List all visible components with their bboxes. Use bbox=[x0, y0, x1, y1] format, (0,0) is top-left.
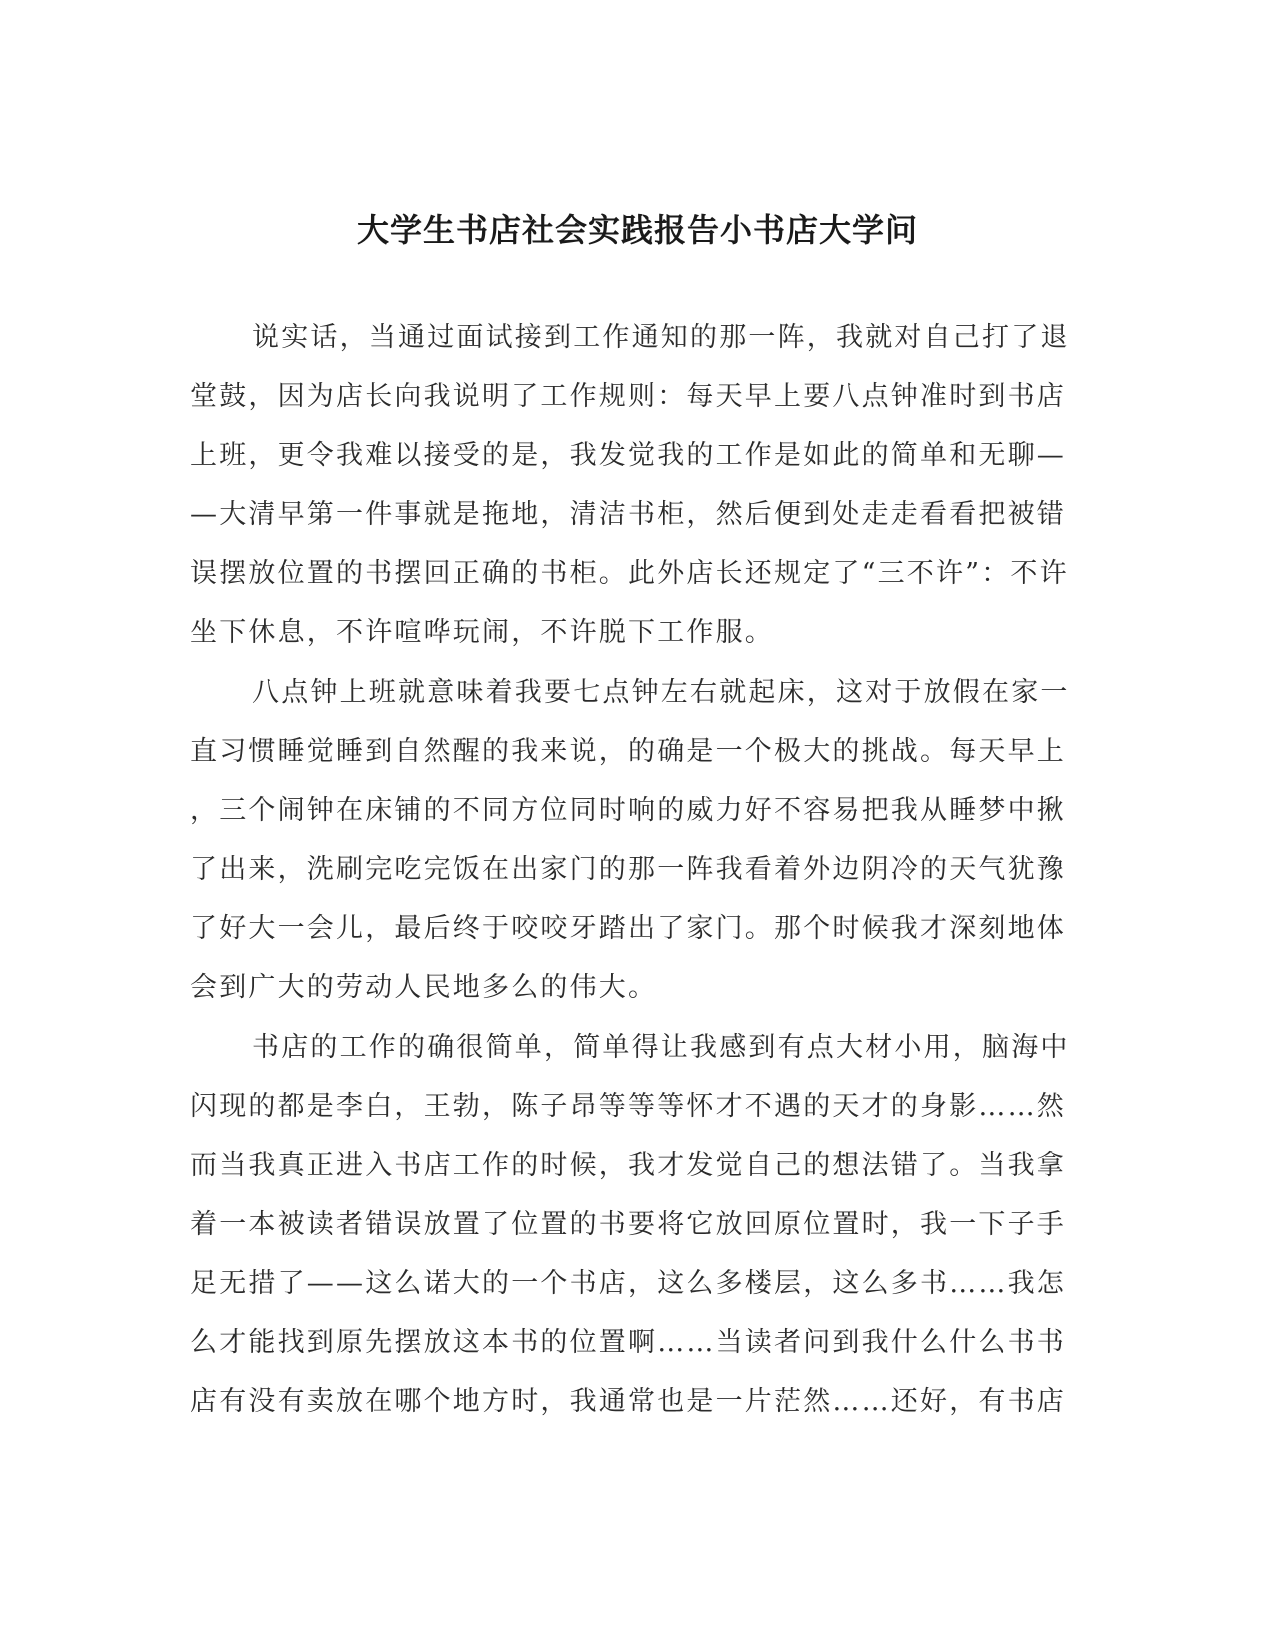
paragraph-1-line-1: 说实话，当通过面试接到工作通知的那一阵，我就对自己打了退 bbox=[252, 322, 1070, 353]
paragraph-2-line-3: ，三个闹钟在床铺的不同方位同时响的威力好不容易把我从睡梦中揪 bbox=[190, 795, 1066, 826]
paragraph-3-line-7: 店有没有卖放在哪个地方时，我通常也是一片茫然……还好，有书店 bbox=[190, 1386, 1066, 1417]
paragraph-3-line-1: 书店的工作的确很简单，简单得让我感到有点大材小用，脑海中 bbox=[252, 1032, 1070, 1063]
paragraph-3-line-3: 而当我真正进入书店工作的时候，我才发觉自己的想法错了。当我拿 bbox=[190, 1150, 1066, 1181]
paragraph-1-line-5: 误摆放位置的书摆回正确的书柜。此外店长还规定了“三不许”：不许 bbox=[190, 558, 1069, 589]
paragraph-3-line-4: 着一本被读者错误放置了位置的书要将它放回原位置时，我一下子手 bbox=[190, 1209, 1066, 1240]
paragraph-1-line-6: 坐下休息，不许喧哗玩闹，不许脱下工作服。 bbox=[190, 617, 774, 648]
paragraph-3-line-2: 闪现的都是李白，王勃，陈子昂等等等怀才不遇的天才的身影……然 bbox=[190, 1091, 1066, 1122]
paragraph-1-line-4: —大清早第一件事就是拖地，清洁书柜，然后便到处走走看看把被错 bbox=[190, 499, 1066, 530]
paragraph-3-line-5: 足无措了——这么诺大的一个书店，这么多楼层，这么多书……我怎 bbox=[190, 1268, 1066, 1299]
paragraph-2-line-1: 八点钟上班就意味着我要七点钟左右就起床，这对于放假在家一 bbox=[252, 677, 1070, 708]
document-title: 大学生书店社会实践报告小书店大学问 bbox=[356, 211, 918, 249]
paragraph-2-line-5: 了好大一会儿，最后终于咬咬牙踏出了家门。那个时候我才深刻地体 bbox=[190, 913, 1066, 944]
paragraph-1-line-2: 堂鼓，因为店长向我说明了工作规则：每天早上要八点钟准时到书店 bbox=[190, 381, 1066, 412]
paragraph-1-line-3: 上班，更令我难以接受的是，我发觉我的工作是如此的简单和无聊— bbox=[190, 440, 1066, 471]
paragraph-3-line-6: 么才能找到原先摆放这本书的位置啊……当读者问到我什么什么书书 bbox=[190, 1327, 1066, 1358]
paragraph-2-line-4: 了出来，洗刷完吃完饭在出家门的那一阵我看着外边阴冷的天气犹豫 bbox=[190, 854, 1066, 885]
paragraph-2-line-2: 直习惯睡觉睡到自然醒的我来说，的确是一个极大的挑战。每天早上 bbox=[190, 736, 1066, 767]
paragraph-2-line-6: 会到广大的劳动人民地多么的伟大。 bbox=[190, 972, 658, 1003]
